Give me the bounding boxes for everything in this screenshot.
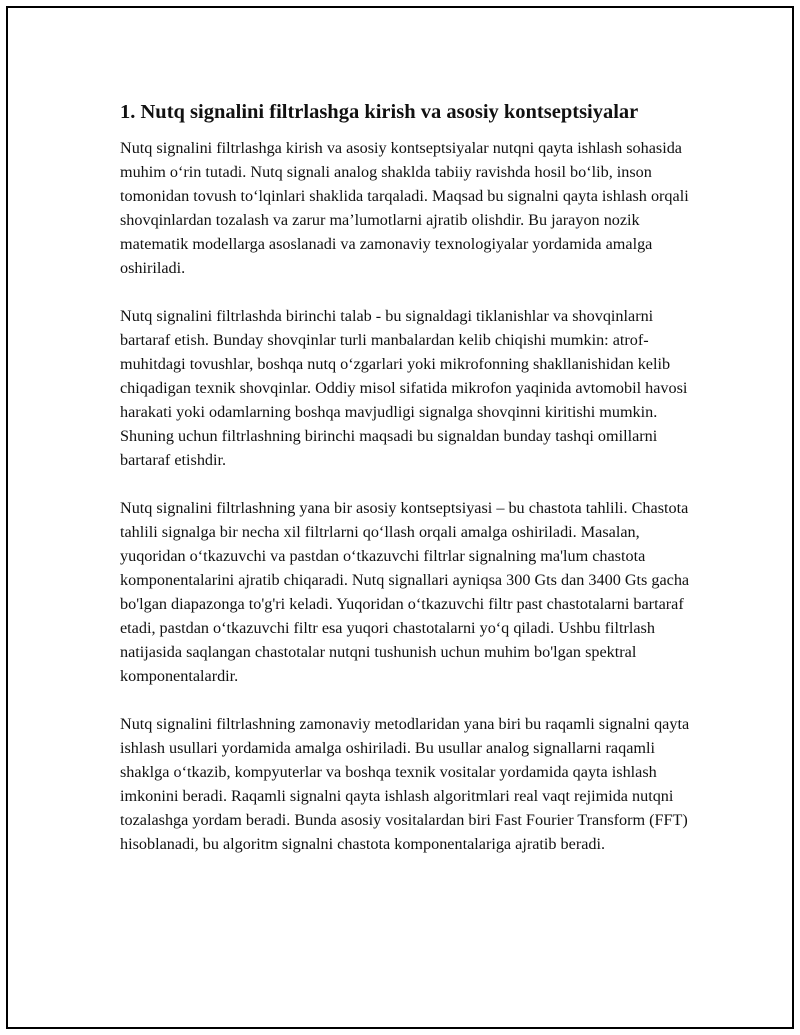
- paragraph-1: Nutq signalini filtrlashga kirish va asosiy kontseptsiyalar nutqni qayta ishlash sohasida muhim o‘rin tutadi. Nutq signali analog shaklda tabiiy ravishda hosil bo‘lib, inson tomonidan tovush to‘lqinlari shaklida tarqaladi. Maqsad bu signalni qayta ishlash orqali shovqinlardan tozalash va zarur ma’lumotlarni ajratib olishdir. Bu jarayon nozik matematik modellarga asoslanadi va zamonaviy texnologiyalar yordamida amalga oshiriladi.: [120, 139, 689, 277]
- paragraph-2: Nutq signalini filtrlashda birinchi talab - bu signaldagi tiklanishlar va shovqinlarni bartaraf etish. Bunday shovqinlar turli manbalardan kelib chiqishi mumkin: atrof-muhitdagi tovushlar, boshqa nutq o‘zgarlari yoki mikrofonning shakllanishidan kelib chiqadigan texnik shovqinlar. Oddiy misol sifatida mikrofon yaqinida avtomobil havosi harakati yoki odamlarning boshqa mavjudligi signalga shovqinni kiritishi mumkin. Shuning uchun filtrlashning birinchi maqsadi bu signaldan bunday tashqi omillarni bartaraf etishdir.: [120, 307, 688, 469]
- section-heading: 1. Nutq signalini filtrlashga kirish va asosiy kontseptsiyalar: [120, 101, 639, 123]
- paragraph-3: Nutq signalini filtrlashning yana bir asosiy kontseptsiyasi – bu chastota tahlili. Chastota tahlili signalga bir necha xil filtrlarni qo‘llash orqali amalga oshiriladi. Masalan, yuqoridan o‘tkazuvchi va pastdan o‘tkazuvchi filtrlar signalning ma'lum chastota komponentalarini ajratib chiqaradi. Nutq signallari ayniqsa 300 Gts dan 3400 Gts gacha bo'lgan diapazonga to'g'ri keladi. Yuqoridan o‘tkazuvchi filtr past chastotalarni bartaraf etadi, pastdan o‘tkazuvchi filtr esa yuqori chastotalarni yo‘q qiladi. Ushbu filtrlash natijasida saqlangan chastotalar nutqni tushunish uchun muhim bo'lgan spektral komponentalardir.: [120, 499, 690, 685]
- paragraph-4: Nutq signalini filtrlashning zamonaviy metodlaridan yana biri bu raqamli signalni qayta ishlash usullari yordamida amalga oshiriladi. Bu usullar analog signallarni raqamli shaklga o‘tkazib, kompyuterlar va boshqa texnik vositalar yordamida qayta ishlash imkonini beradi. Raqamli signalni qayta ishlash algoritmlari real vaqt rejimida nutqni tozalashga yordam beradi. Bunda asosiy vositalardan biri Fast Fourier Transform (FFT) hisoblanadi, bu algoritm signalni chastota komponentalariga ajratib beradi.: [120, 715, 690, 853]
- document-content: [120, 98, 700, 880]
- document-page: [6, 6, 794, 1029]
